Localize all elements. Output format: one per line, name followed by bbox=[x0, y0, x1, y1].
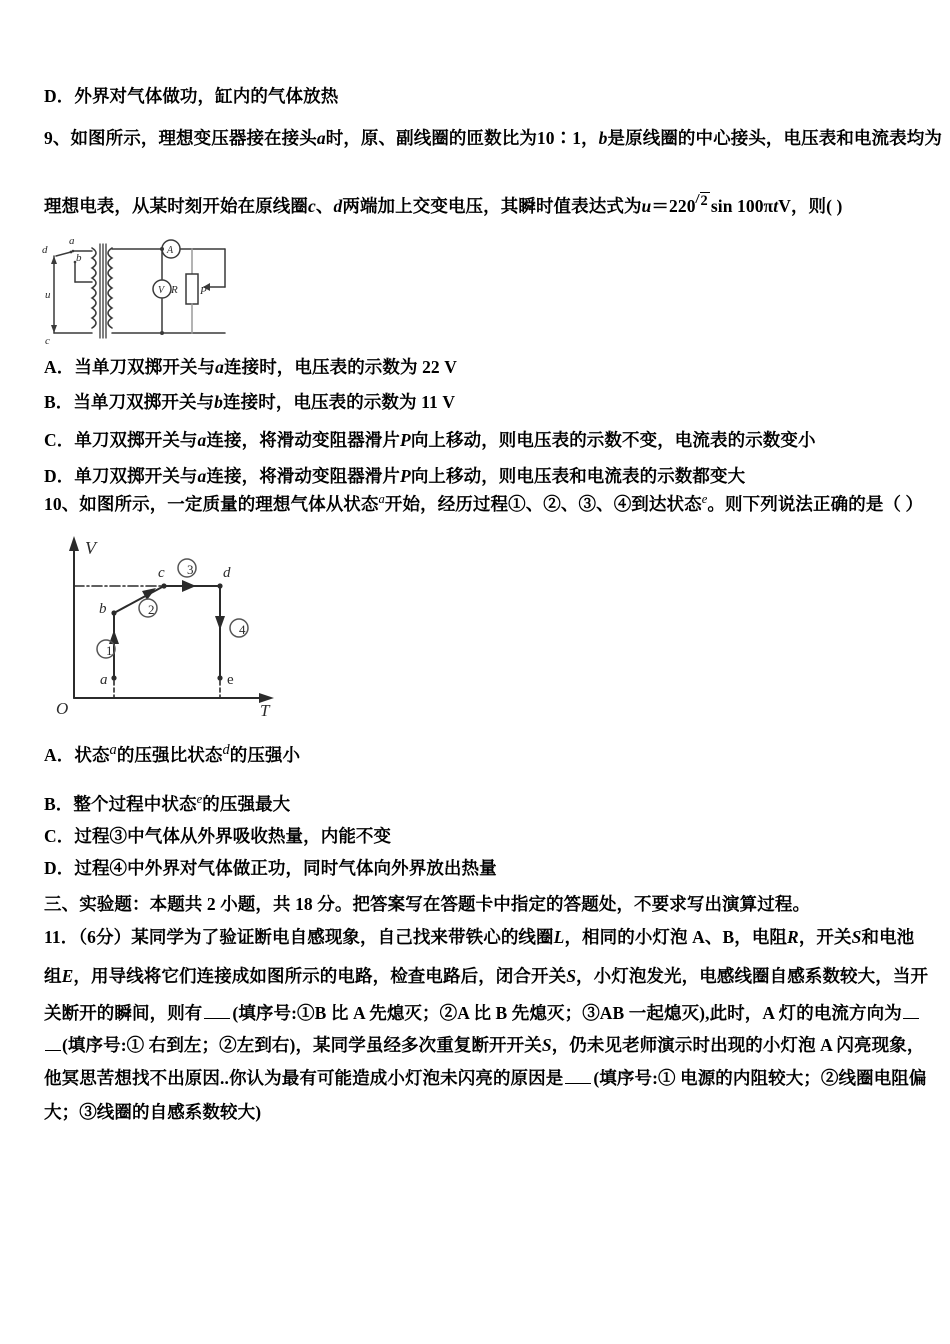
transformer-circuit-figure bbox=[40, 232, 240, 347]
u-arrow-bottom bbox=[51, 325, 57, 333]
point-label-d: d bbox=[223, 565, 231, 581]
question-10-stem: 10、如图所示，一定质量的理想气体从状态$^a$开始，经历过程①、②、③、④到达状态$^e$。则下列说法正确的是（ ） bbox=[44, 492, 924, 514]
point-c bbox=[161, 583, 166, 588]
q11-battery-E: E bbox=[61, 966, 74, 986]
point-label-b: b bbox=[99, 601, 107, 617]
marker-1-label: 1 bbox=[106, 643, 113, 658]
q10-state-a: a bbox=[378, 492, 385, 506]
q9-label-a: a bbox=[316, 128, 326, 148]
vt-process-chart bbox=[48, 518, 298, 718]
question-11-line-1: 11．（6分）某同学为了验证断电自感现象，自己找来带铁心的线圈L，相同的小灯泡 A、B，电阻R，开关S和电池 bbox=[44, 927, 915, 947]
label-b: b bbox=[76, 252, 82, 264]
point-a bbox=[111, 675, 116, 680]
point-e bbox=[217, 675, 222, 680]
x-axis-label: T bbox=[260, 701, 270, 718]
sqrt-icon: 2 bbox=[698, 192, 710, 211]
q9-formula-eq: ＝220 bbox=[651, 195, 696, 216]
question-10-option-d: D．过程④中外界对气体做正功，同时气体向外界放出热量 bbox=[44, 858, 497, 878]
q9-text-d: 理想电表，从某时刻开始在原线圈 bbox=[44, 195, 308, 216]
q9-formula-u: u bbox=[641, 195, 652, 216]
q9-formula-sin: sin 100π bbox=[710, 195, 774, 216]
label-c: c bbox=[45, 335, 50, 347]
question-9-stem-line-2 bbox=[44, 192, 843, 218]
q9-text-e: 两端加上交变电压，其瞬时值表达式为 bbox=[342, 195, 642, 216]
origin-label: O bbox=[56, 699, 69, 718]
q9-formula-v: V，则( ) bbox=[778, 195, 843, 216]
q11-coil-L: L bbox=[553, 927, 565, 947]
point-b bbox=[111, 610, 116, 615]
label-ammeter: A bbox=[167, 245, 174, 256]
marker-4-label: 4 bbox=[239, 622, 246, 637]
question-10-option-b: B．整个过程中状态$^e$的压强最大 bbox=[44, 792, 291, 814]
q9-sep: 、 bbox=[315, 195, 334, 216]
q9-terminal-d: d bbox=[333, 195, 343, 216]
point-label-a: a bbox=[100, 672, 108, 688]
u-arrow-top bbox=[51, 256, 57, 264]
primary-coil bbox=[92, 248, 96, 328]
question-11-line-4: (填序号:① 右到左；②左到右)，某同学虽经多次重复断开开关S，仍未见老师演示时出现的小灯泡 A 闪亮现象， bbox=[44, 1035, 924, 1057]
question-9-stem-line-1 bbox=[44, 128, 942, 150]
label-u: u bbox=[45, 289, 51, 301]
secondary-coil bbox=[108, 248, 112, 328]
junction-bottom bbox=[160, 331, 164, 335]
y-axis-arrow bbox=[69, 536, 79, 551]
label-voltmeter: V bbox=[158, 285, 165, 296]
process-2-arrow bbox=[142, 588, 156, 600]
process-3-arrow bbox=[182, 580, 196, 592]
question-9-option-c: C．单刀双掷开关与a连接，将滑动变阻器滑片P向上移动，则电压表的示数不变，电流表的示数变小 bbox=[44, 430, 816, 450]
contact-a-dot bbox=[72, 250, 75, 253]
q11-switch-S: S bbox=[851, 927, 862, 947]
label-resistor: R bbox=[171, 284, 178, 296]
label-a: a bbox=[69, 235, 75, 247]
process-4-arrow bbox=[215, 616, 225, 630]
q10b-state-e: e bbox=[196, 792, 203, 806]
point-label-e: e bbox=[227, 672, 234, 688]
question-9-option-a: A．当单刀双掷开关与a连接时，电压表的示数为 22 V bbox=[44, 357, 457, 377]
question-10-option-a: A．状态$^a$的压强比状态$^d$的压强小 bbox=[44, 742, 301, 765]
q10a-state-a: a bbox=[109, 742, 117, 758]
vt-chart-svg bbox=[48, 518, 298, 718]
previous-question-option-d bbox=[44, 86, 338, 108]
point-label-c: c bbox=[158, 565, 165, 581]
question-11-line-3: 关断开的瞬间，则有 (填序号:①B 比 A 先熄灭；②A 比 B 先熄灭；③AB 一起熄灭),此时，A 灯的电流方向为 bbox=[44, 1003, 920, 1025]
q9-text-c: 是原线圈的中心接头，电压表和电流表均为 bbox=[607, 128, 942, 148]
marker-3-label: 3 bbox=[187, 562, 194, 577]
q11-resistor-R: R bbox=[787, 927, 799, 947]
transformer-circuit-svg bbox=[40, 232, 240, 347]
q11-switch-S3: S bbox=[541, 1035, 552, 1055]
question-10-option-c: C．过程③中气体从外界吸收热量，内能不变 bbox=[44, 826, 392, 846]
switch-blade bbox=[56, 252, 71, 256]
rheostat-body bbox=[186, 274, 198, 304]
answer-blank-1[interactable] bbox=[204, 1003, 230, 1019]
option-text: D．外界对气体做功，缸内的气体放热 bbox=[44, 86, 339, 106]
junction-top bbox=[160, 247, 164, 251]
question-11-line-2: 组E，用导线将它们连接成如图所示的电路，检查电路后，闭合开关S，小灯泡发光，电感线圈自感系数较大，当开 bbox=[44, 966, 929, 986]
q9-text-b: 时，原、副线圈的匝数比为10∶1， bbox=[325, 128, 599, 148]
point-d bbox=[217, 583, 222, 588]
marker-2-label: 2 bbox=[148, 602, 155, 617]
section-3-heading: 三、实验题：本题共 2 小题，共 18 分。把答案写在答题卡中指定的答题处，不要求写出演算过程。 bbox=[44, 894, 811, 914]
q9-terminal-c: c bbox=[308, 195, 316, 216]
q9-formula-t: t bbox=[773, 195, 779, 216]
answer-blank-3[interactable] bbox=[565, 1068, 591, 1084]
question-9-option-d: D．单刀双掷开关与a连接，将滑动变阻器滑片P向上移动，则电压表和电流表的示数都变大 bbox=[44, 466, 746, 486]
q10a-state-d: d bbox=[222, 742, 230, 758]
answer-blank-2b[interactable] bbox=[45, 1035, 61, 1051]
label-slider: P bbox=[200, 285, 207, 297]
question-9-option-b: B．当单刀双掷开关与b连接时，电压表的示数为 11 V bbox=[44, 392, 456, 412]
question-11-line-6: 大；③线圈的自感系数较大) bbox=[44, 1102, 262, 1122]
q9-label-b: b bbox=[598, 128, 608, 148]
y-axis-label: V bbox=[85, 538, 96, 558]
question-11-line-5: 他冥思苦想找不出原因..你认为最有可能造成小灯泡未闪亮的原因是 (填序号:① 电源的内阻较大；②线圈电阻偏 bbox=[44, 1068, 927, 1088]
q9-text-a: 9、如图所示，理想变压器接在接头 bbox=[44, 128, 317, 148]
q11-switch-S2: S bbox=[566, 966, 577, 986]
answer-blank-2a[interactable] bbox=[903, 1003, 919, 1019]
label-d: d bbox=[42, 244, 48, 256]
q10-state-e: e bbox=[701, 492, 708, 506]
